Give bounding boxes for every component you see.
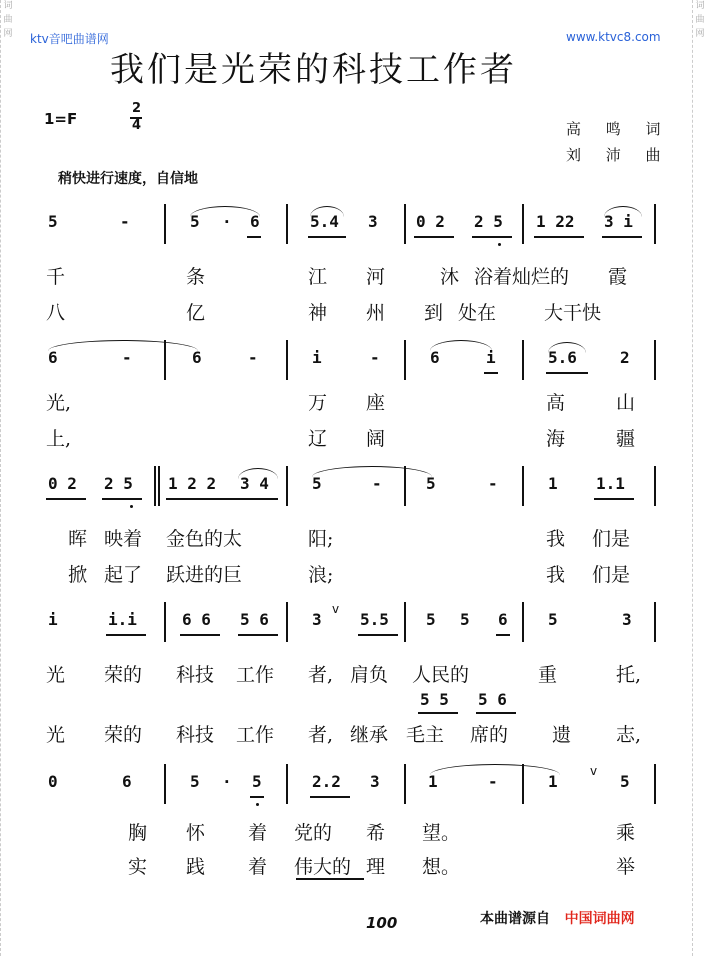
lyric: 疆 [616,428,636,450]
lyric: 志, [616,724,642,746]
barline [286,764,288,804]
alt-note: 5 6 [478,690,507,709]
lyric: 八 [46,302,66,324]
underline [238,634,278,636]
composer: 刘 沛 曲 [566,146,671,164]
lyric: 我 [546,564,566,586]
note: 5 [48,212,58,231]
lyric: 条 [186,266,206,288]
underline [358,634,398,636]
note: i [312,348,322,367]
source-credit [480,908,635,928]
barline [158,466,160,506]
barline [654,466,656,506]
lyric: 大干快 [544,302,602,324]
note: 5 [426,610,436,629]
key-signature: 1=F [44,110,78,128]
lyric: 着 [248,856,268,878]
lyric: 上, [46,428,72,450]
lyric: 万 [308,392,328,414]
note: 5 [460,610,470,629]
note: 5 [312,474,322,493]
barline [404,204,406,244]
lyric: 者, [308,664,334,686]
lyric: 到 [424,302,444,324]
barline [164,340,166,380]
lyric: 神 [308,302,328,324]
note: 0 2 [48,474,77,493]
lyric: 实 [128,856,148,878]
slur [238,468,278,479]
note: 5 [620,772,630,791]
lyric: 我 [546,528,566,550]
barline [522,340,524,380]
lyric: 席的 [470,724,509,746]
note: 6 [250,212,260,231]
barline [522,204,524,244]
notation-row-5 [42,764,664,806]
note: 1 [548,772,558,791]
lyric: 践 [186,856,206,878]
lyric: 掀 [68,564,88,586]
lyric: 理 [366,856,386,878]
notation-row-3 [42,474,664,508]
barline [286,340,288,380]
underline [180,634,220,636]
note: 5.4 [310,212,339,231]
note: 5 [548,610,558,629]
note: 6 [430,348,440,367]
lyric: 们是 [592,528,631,550]
slur [604,206,642,217]
underline [476,712,516,714]
barline [286,602,288,642]
barline [154,466,156,506]
barline [404,466,406,506]
note: 0 2 [416,212,445,231]
underline [594,498,634,500]
note: 5 [252,772,262,791]
lyric: 肩负 [350,664,389,686]
page-number: 100 [366,914,398,932]
lyric: 浴着灿烂的 [474,266,570,288]
underline [546,372,588,374]
note: 0 [48,772,58,791]
note: - [120,212,130,231]
note: 2 5 [104,474,133,493]
lyric: 阔 [366,428,386,450]
note: 5 [426,474,436,493]
underline [414,236,454,238]
barline [404,602,406,642]
note: 3 [368,212,378,231]
note: 5 [190,212,200,231]
underline [102,498,142,500]
lyric: 河 [366,266,386,288]
alt-note: 5 5 [420,690,449,709]
underline [296,878,364,880]
underline [534,236,584,238]
note: 1 [548,474,558,493]
octave-dot [256,803,259,806]
lyric: 怀 [186,822,206,844]
lyricist: 高 鸣 词 [566,120,671,138]
notation-row-1 [42,212,664,246]
lyric: 党的 [294,822,333,844]
lyric: 光 [46,664,66,686]
barline [164,602,166,642]
note: - [488,772,498,791]
barline [654,764,656,804]
barline [522,602,524,642]
underline [418,712,458,714]
lyric: 继承 [350,724,389,746]
underline [484,372,498,374]
lyric: 荣的 [104,724,143,746]
lyric: 想。 [422,856,461,878]
lyric: 座 [366,392,386,414]
lyric: 伟大的 [294,856,352,878]
tempo-marking: 稍快进行速度，自信地 [58,171,198,187]
lyric: 工作 [236,724,275,746]
note: 6 [48,348,58,367]
lyric: 着 [248,822,268,844]
lyric: 科技 [176,724,215,746]
note: 6 6 [182,610,211,629]
barline [654,602,656,642]
note: - [370,348,380,367]
lyric: 千 [46,266,66,288]
lyric: 亿 [186,302,206,324]
barline [404,764,406,804]
note: 1 2 2 [168,474,217,493]
lyric: 山 [616,392,636,414]
lyric: 江 [308,266,328,288]
note: 2 5 [474,212,503,231]
lyric: 遗 [552,724,572,746]
lyric: 州 [366,302,386,324]
watermark-left: ktv音吧曲谱网 [30,32,109,46]
underline [247,236,261,238]
lyric: 辽 [308,428,328,450]
note: i.i [108,610,137,629]
lyric: 沐 [440,266,460,288]
note: 5.5 [360,610,389,629]
breath-mark: v [332,602,340,616]
note: 6 [192,348,202,367]
note: 5 [190,772,200,791]
underline [472,236,512,238]
lyric: 处在 [458,302,497,324]
underline [602,236,642,238]
lyric: 乘 [616,822,636,844]
note: 1 22 [536,212,575,231]
note: i [48,610,58,629]
barline [286,466,288,506]
note: 3 [370,772,380,791]
lyric: 希 [366,822,386,844]
barline [164,204,166,244]
note: · [222,212,232,231]
lyric: 映着 [104,528,143,550]
barline [654,340,656,380]
note: 3 [622,610,632,629]
lyric: 霞 [608,266,628,288]
underline [106,634,146,636]
page-title: 我们是光荣的科技工作者 [110,50,517,90]
lyric: 光 [46,724,66,746]
time-signature-bottom: 4 [132,118,142,133]
slur [310,206,344,217]
lyric: 海 [546,428,566,450]
lyric: 荣的 [104,664,143,686]
underline [250,796,264,798]
note: 3 i [604,212,633,231]
lyric: 胸 [128,822,148,844]
barline [164,764,166,804]
source-site[interactable]: 中国词曲网 [564,911,635,927]
lyric: 望。 [422,822,461,844]
lyric: 浪; [308,564,334,586]
note: · [222,772,232,791]
note: - [122,348,132,367]
note: - [248,348,258,367]
barline [654,204,656,244]
lyric: 举 [616,856,636,878]
note: i [486,348,496,367]
barline [286,204,288,244]
lyric: 重 [538,664,558,686]
lyric: 阳; [308,528,334,550]
lyric: 托, [616,664,642,686]
underline [308,236,346,238]
side-watermark-left: 词 曲 网 [0,0,15,956]
lyric: 高 [546,392,566,414]
note: 6 [122,772,132,791]
underline [166,498,278,500]
barline [522,466,524,506]
slur [190,206,260,217]
lyric: 们是 [592,564,631,586]
barline [404,340,406,380]
lyric: 跃进的巨 [166,564,243,586]
underline [496,634,510,636]
note: 5.6 [548,348,577,367]
time-signature-top: 2 [132,101,142,116]
note: - [488,474,498,493]
lyric: 工作 [236,664,275,686]
lyric: 毛主 [406,724,445,746]
source-prefix: 本曲谱源自 [480,911,550,927]
lyric: 起了 [104,564,143,586]
lyric: 科技 [176,664,215,686]
lyric: 光, [46,392,72,414]
lyric: 者, [308,724,334,746]
octave-dot [498,243,501,246]
note: 5 6 [240,610,269,629]
note: 6 [498,610,508,629]
note: 1 [428,772,438,791]
note: 3 [312,610,322,629]
notation-row-4 [42,602,664,644]
note: 1.1 [596,474,625,493]
note: 2 [620,348,630,367]
underline [310,796,350,798]
underline [46,498,86,500]
note: 2.2 [312,772,341,791]
breath-mark: v [590,764,598,778]
octave-dot [130,505,133,508]
note: 3 4 [240,474,269,493]
lyric: 人民的 [412,664,470,686]
lyric: 晖 [68,528,88,550]
watermark-right: www.ktvc8.com [566,30,661,44]
barline [522,764,524,804]
lyric: 金色的太 [166,528,243,550]
notation-row-2 [42,348,664,382]
side-watermark-right: 词 曲 网 [692,0,707,956]
note: - [372,474,382,493]
